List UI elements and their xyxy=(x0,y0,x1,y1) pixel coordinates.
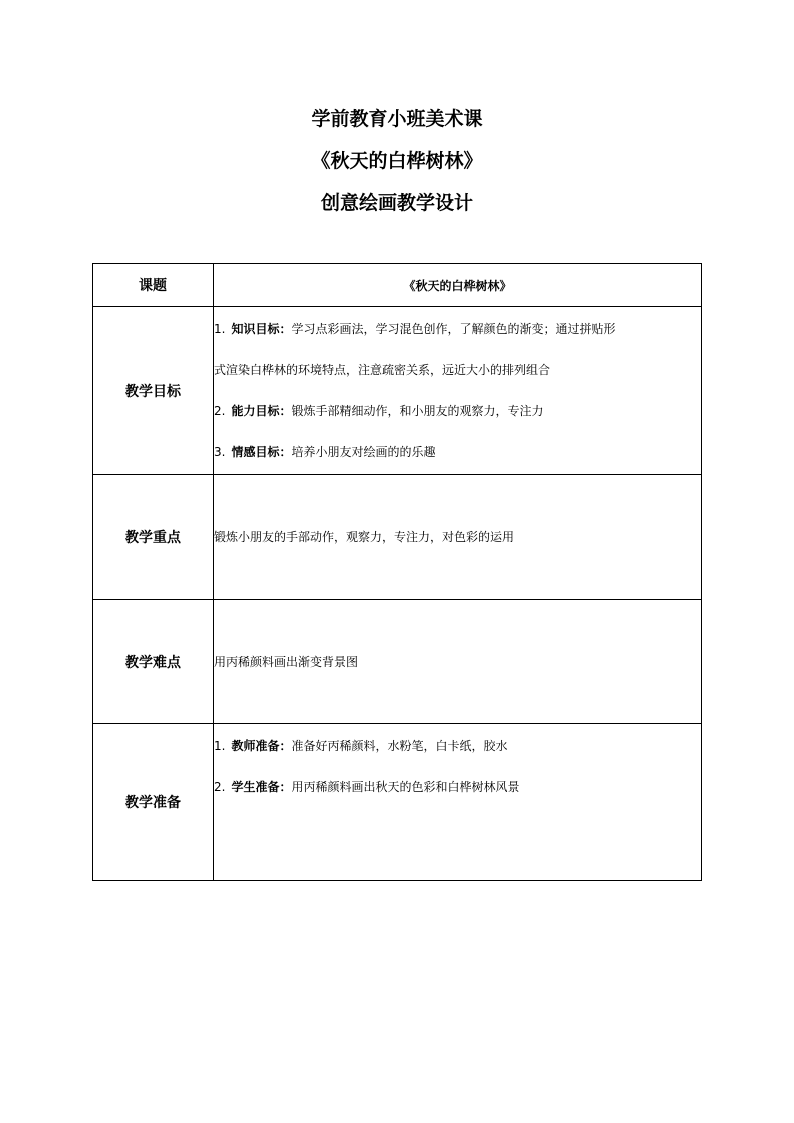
prep-teacher xyxy=(214,726,701,767)
document-title xyxy=(0,103,794,229)
prep-number: 1. xyxy=(214,739,226,753)
prep-key: 学生准备： xyxy=(231,780,292,794)
row-goals xyxy=(93,307,702,475)
prep-text: 准备好丙稀颜料，水粉笔，白卡纸，胶水 xyxy=(291,739,508,753)
prep-content xyxy=(214,724,702,881)
goal-text: 锻炼手部精细动作，和小朋友的观察力，专注力 xyxy=(291,403,544,418)
lesson-plan-table xyxy=(92,263,702,881)
goal-text: 培养小朋友对绘画的的乐趣 xyxy=(291,444,436,459)
prep-number: 2. xyxy=(214,780,226,794)
prep-key: 教师准备： xyxy=(231,739,292,753)
goal-key: 能力目标： xyxy=(231,403,292,418)
goal-key: 知识目标： xyxy=(231,321,292,336)
row-preparation xyxy=(93,724,702,881)
row-difficulty xyxy=(93,600,702,724)
title-design: 创意绘画教学设计 xyxy=(320,192,473,214)
focus-label: 教学重点 xyxy=(93,475,214,600)
topic-value: 《秋天的白桦树林》 xyxy=(214,264,702,307)
goal-knowledge xyxy=(214,309,701,350)
prep-label: 教学准备 xyxy=(93,724,214,881)
goal-number: 2. xyxy=(214,403,226,418)
difficulty-text: 用丙稀颜料画出渐变背景图 xyxy=(214,600,702,724)
goal-key: 情感目标： xyxy=(231,444,292,459)
row-topic xyxy=(93,264,702,307)
goal-number: 1. xyxy=(214,321,226,336)
prep-student xyxy=(214,767,701,808)
goal-knowledge-continued: 式渲染白桦林的环境特点，注意疏密关系，远近大小的排列组合 xyxy=(214,362,551,377)
goal-text: 学习点彩画法，学习混色创作，了解颜色的渐变；通过拼贴形 xyxy=(291,321,616,336)
title-lesson-name: 《秋天的白桦树林》 xyxy=(311,150,483,172)
topic-label: 课题 xyxy=(93,264,214,307)
title-course: 学前教育小班美术课 xyxy=(311,108,483,130)
difficulty-label: 教学难点 xyxy=(93,600,214,724)
row-focus xyxy=(93,475,702,600)
goals-content xyxy=(214,307,702,475)
goals-label: 教学目标 xyxy=(93,307,214,475)
prep-text: 用丙稀颜料画出秋天的色彩和白桦树林风景 xyxy=(291,780,520,794)
focus-text: 锻炼小朋友的手部动作，观察力，专注力，对色彩的运用 xyxy=(214,475,702,600)
goal-emotion xyxy=(214,432,701,473)
goal-ability xyxy=(214,391,701,432)
goal-number: 3. xyxy=(214,444,226,459)
